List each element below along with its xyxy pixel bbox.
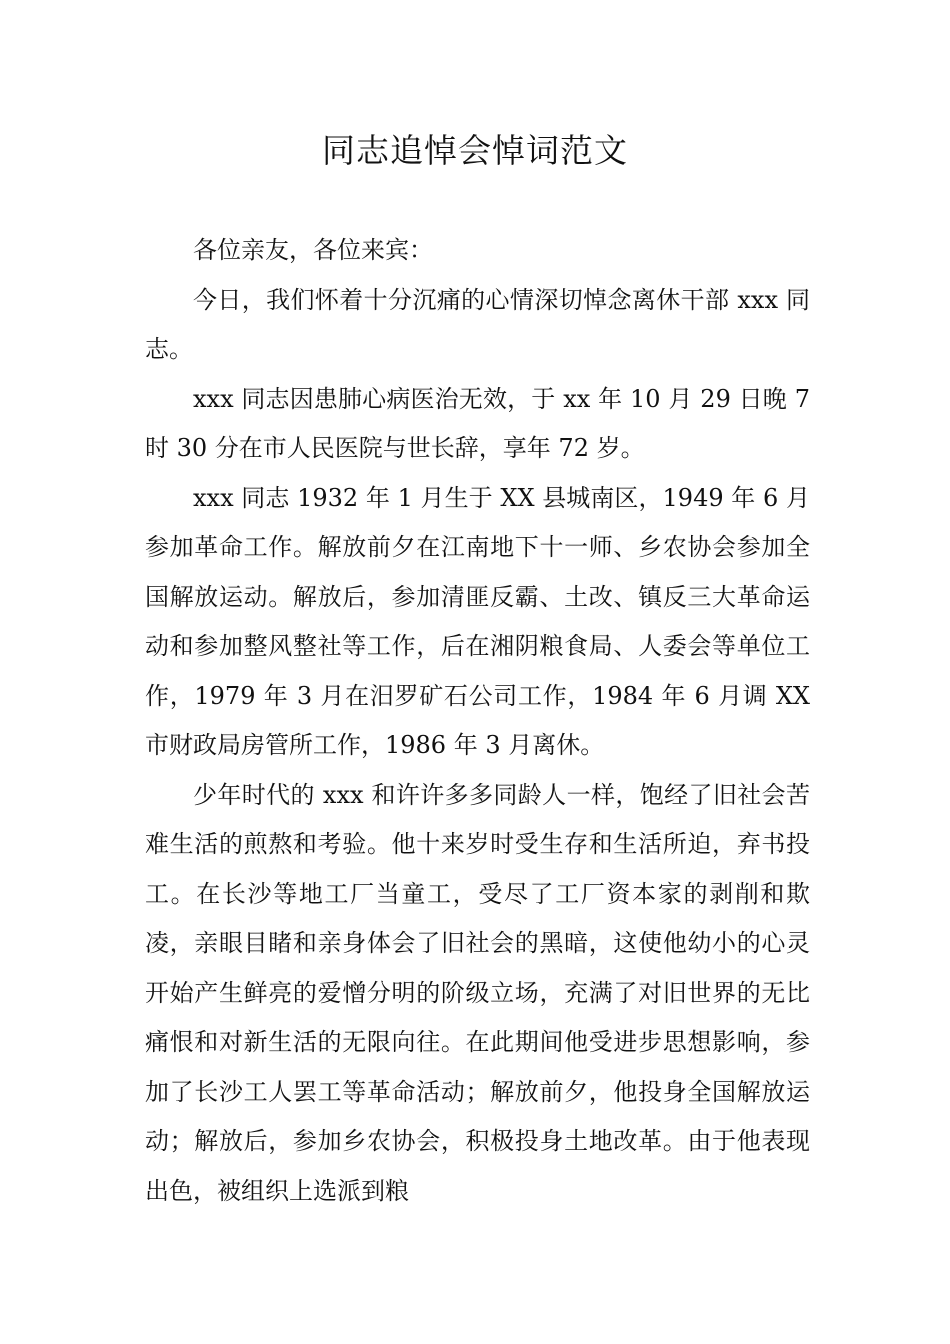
paragraph-biography: xxx 同志 1932 年 1 月生于 XX 县城南区，1949 年 6 月参加革命工作。解放前夕在江南地下十一师、乡农协会参加全国解放运动。解放后，参加清匪反霸、土改、镇反三大革命运动和参加整风整社等工作，后在湘阴粮食局、人委会等单位工作，1979 年 3 月在汨罗矿石公司工作，1984 年 6 月调 XX 市财政局房管所工作，1986 年 3 月离休。 <box>145 483 810 759</box>
document-body <box>145 226 810 1216</box>
paragraph-opening: 今日，我们怀着十分沉痛的心情深切悼念离休干部 xxx 同志。 <box>145 285 810 363</box>
paragraph-death-notice: xxx 同志因患肺心病医治无效，于 xx 年 10 月 29 日晚 7 时 30 分在市人民医院与世长辞，享年 72 岁。 <box>145 384 810 462</box>
paragraph-salutation: 各位亲友，各位来宾： <box>193 236 433 264</box>
paragraph-early-life: 少年时代的 xxx 和许许多多同龄人一样，饱经了旧社会苦难生活的煎熬和考验。他十来岁时受生存和生活所迫，弃书投工。在长沙等地工厂当童工，受尽了工厂资本家的剥削和欺凌，亲眼目睹和亲身体会了旧社会的黑暗，这使他幼小的心灵开始产生鲜亮的爱憎分明的阶级立场，充满了对旧世界的无比痛恨和对新生活的无限向往。在此期间他受进步思想影响，参加了长沙工人罢工等革命活动；解放前夕，他投身全国解放运动；解放后，参加乡农协会，积极投身土地改革。由于他表现出色，被组织上选派到粮 <box>145 780 810 1205</box>
document-title: 同志追悼会悼词范文 <box>322 131 628 170</box>
